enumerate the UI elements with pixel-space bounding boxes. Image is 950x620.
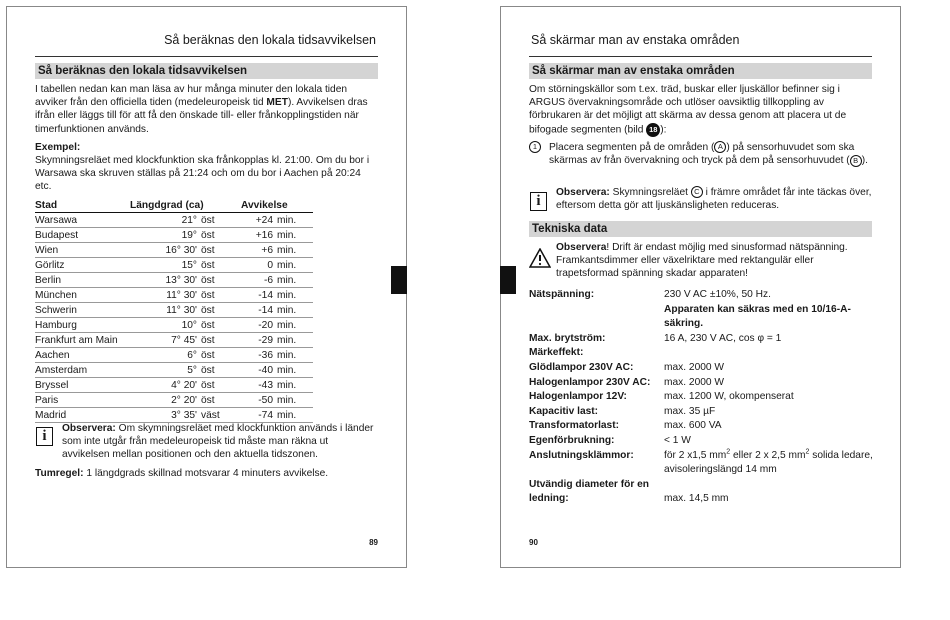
table-row [35,288,313,303]
observe-text-2: i främre området får inte täckas över, eftersom detta gör att ljuskänsligheten reduceras. [556,187,872,212]
spec-value: 16 A, 230 V AC, cos φ = 1 [664,332,782,344]
unit-cell: min. [277,318,313,333]
section-title: Så skärmar man av enstaka områden [529,63,872,79]
step-text-1: Placera segmenten på de områden ( [549,142,715,153]
city-cell: Bryssel [35,378,127,393]
city-cell: Hamburg [35,318,127,333]
table-row [35,273,313,288]
unit-cell: min. [277,333,313,348]
unit-cell: min. [277,303,313,318]
step-text-2: ) på sensorhuvudet som ska skärmas av från övervakning och tryck på dem på sensorhuvudet ( [549,142,855,167]
intro-paragraph [35,83,378,136]
spec-label: Egenförbrukning: [529,434,615,446]
unit-cell: min. [277,378,313,393]
table-row [35,333,313,348]
spec-value: max. 14,5 mm [664,493,729,505]
longitude-cell: 15° [127,258,201,273]
label-b-badge: B [850,155,862,167]
table-row [35,378,313,393]
spec-label: Märkeffekt: [529,347,584,359]
rule-label: Tumregel: [35,468,84,479]
longitude-cell: 16° 30' [127,243,201,258]
observe-text-1: Skymningsreläet [609,187,691,198]
warning-label: Observera [556,242,607,253]
unit-cell: min. [277,243,313,258]
section-title: Så beräknas den lokala tidsavvikelsen [35,63,378,79]
direction-cell: öst [201,393,233,408]
longitude-cell: 10° [127,318,201,333]
step-text-3: ). [861,155,868,167]
city-cell: Budapest [35,228,127,243]
direction-cell: öst [201,378,233,393]
unit-cell: min. [277,408,313,423]
warning-text: ! Drift är endast möjlig med sinusformad nätspänning. Framkantsdimmer eller växelriktare med rektangulär eller trapetsformad spänning skadar apparaten! [556,242,848,280]
direction-cell: öst [201,243,233,258]
longitude-cell: 19° [127,228,201,243]
unit-cell: min. [277,348,313,363]
deviation-cell: +6 [233,243,277,258]
table-row [35,393,313,408]
city-cell: Frankfurt am Main [35,333,127,348]
table-row [35,348,313,363]
spec-label: Max. brytström: [529,332,606,344]
table-row [35,213,313,228]
warning-note [556,241,872,281]
city-cell: München [35,288,127,303]
deviation-cell: +24 [233,213,277,228]
unit-cell: min. [277,288,313,303]
city-cell: Görlitz [35,258,127,273]
deviation-cell: 0 [233,258,277,273]
thumb-index-tab [500,266,516,294]
terminals-text-2: eller 2 x 2,5 mm [730,449,806,461]
step-1 [549,141,872,167]
unit-cell: min. [277,393,313,408]
direction-cell: öst [201,288,233,303]
unit-cell: min. [277,363,313,378]
table-header-row [35,199,313,213]
spec-value: 230 V AC ±10%, 50 Hz. [664,289,771,300]
longitude-cell: 3° 35' [127,408,201,423]
city-cell: Paris [35,393,127,408]
deviation-cell: +16 [233,228,277,243]
spec-value [664,449,874,478]
thumb-index-tab [391,266,407,294]
intro-paragraph [529,83,872,137]
deviation-cell: -6 [233,273,277,288]
deviation-cell: -40 [233,363,277,378]
terminals-text-1: för 2 x1,5 mm [664,449,727,461]
intro-met: MET [266,97,288,109]
spec-value: max. 2000 W [664,376,725,388]
spec-label: Anslutningsklämmor: [529,449,634,461]
direction-cell: öst [201,273,233,288]
city-cell: Warsawa [35,213,127,228]
page-number: 90 [529,538,538,547]
spec-value: max. 1200 W, okompenserat [664,391,794,403]
tech-data-title: Tekniska data [529,221,872,237]
running-head: Så skärmar man av enstaka områden [531,33,740,47]
deviation-cell: -14 [233,288,277,303]
intro-text-2: ): [660,124,667,136]
longitude-cell: 11° 30' [127,303,201,318]
example-text: Skymningsreläet med klockfunktion ska frånkopplas kl. 21:00. Om du bor i Warsawa ska skruven ställas på 21:24 och om du bor i Aachen på 20:24 etc. [35,155,370,193]
spec-value: Apparaten kan säkras med en 10/16-A-säkring. [664,303,851,330]
city-cell: Aachen [35,348,127,363]
observe-note [62,422,378,462]
direction-cell: öst [201,333,233,348]
table-row [35,258,313,273]
longitude-cell: 6° [127,348,201,363]
info-icon: i [36,427,53,446]
spec-label: Kapacitiv last: [529,405,599,417]
observe-note [556,186,872,212]
deviation-cell: -20 [233,318,277,333]
observe-text: Om skymningsreläet med klockfunktion används i länder som inte utgår från medeleuropeisk tid måste man räkna ut avvikelsen mellan positionen och den aktuella tidszonen. [62,423,374,461]
spec-value: max. 2000 W [664,361,725,373]
deviation-cell: -74 [233,408,277,423]
direction-cell: öst [201,258,233,273]
spec-label: Halogenlampor 230V AC: [529,376,651,388]
header-longitude: Längdgrad (ca) [127,199,233,213]
left-page [6,6,407,568]
spec-value: max. 600 VA [664,420,722,432]
running-head: Så beräknas den lokala tidsavvikelsen [164,33,376,47]
rule-text: 1 längdgrads skillnad motsvarar 4 minuters avvikelse. [83,468,329,479]
spec-label: Utvändig diameter för en [529,478,650,490]
longitude-cell: 13° 30' [127,273,201,288]
spec-label: ledning: [529,493,569,505]
label-c-badge: C [691,186,703,198]
deviation-cell: -43 [233,378,277,393]
spec-value: < 1 W [664,434,691,446]
longitude-cell: 21° [127,213,201,228]
direction-cell: öst [201,303,233,318]
unit-cell: min. [277,273,313,288]
intro-text-1: I tabellen nedan kan man läsa av hur många minuter den lokala tiden avviker från den officiella tiden (medeleuropeisk tid [35,84,348,109]
observe-label: Observera: [556,187,610,198]
direction-cell: öst [201,213,233,228]
unit-cell: min. [277,213,313,228]
direction-cell: öst [201,348,233,363]
rule-of-thumb [35,467,378,480]
example-heading: Exempel: [35,142,81,153]
direction-cell: öst [201,318,233,333]
longitude-cell: 5° [127,363,201,378]
longitude-cell: 2° 20' [127,393,201,408]
deviation-cell: -29 [233,333,277,348]
longitude-cell: 4° 20' [127,378,201,393]
deviation-cell: -14 [233,303,277,318]
header-city: Stad [35,199,127,213]
unit-cell: min. [277,228,313,243]
warning-icon [529,248,551,268]
info-icon: i [530,192,547,211]
longitude-cell: 7° 45' [127,333,201,348]
table-row [35,318,313,333]
right-page [500,6,901,568]
spec-label: Glödlampor 230V AC: [529,361,634,373]
page-number: 89 [369,538,378,547]
table-row [35,408,313,423]
terminals-sup-1: 2 [726,448,731,456]
figure-ref-badge: 18 [646,123,660,137]
deviation-cell: -50 [233,393,277,408]
city-cell: Berlin [35,273,127,288]
spec-label: Nätspänning: [529,289,595,300]
city-cell: Madrid [35,408,127,423]
spec-label: Halogenlampor 12V: [529,391,627,403]
direction-cell: öst [201,228,233,243]
deviation-cell: -36 [233,348,277,363]
terminals-text-3: solida ledare, avisoleringslängd 14 mm [664,449,873,476]
table-row [35,303,313,318]
longitude-cell: 11° 30' [127,288,201,303]
city-cell: Wien [35,243,127,258]
spec-label: Transformatorlast: [529,420,620,432]
city-cell: Schwerin [35,303,127,318]
table-body [35,213,313,423]
label-a-badge: A [714,141,726,153]
header-deviation: Avvikelse [233,199,313,213]
longitude-table [35,199,313,423]
table-row [35,363,313,378]
city-cell: Amsterdam [35,363,127,378]
table-row [35,228,313,243]
step-number-badge: 1 [529,141,541,153]
unit-cell: min. [277,258,313,273]
intro-text-2: ). Avvikelsen dras ifrån eller läggs till för att få den önskade till- eller frånkopplingstiden när timerfunktionen används. [35,97,368,135]
observe-label: Observera: [62,423,116,434]
header-rule [35,56,378,57]
terminals-sup-2: 2 [805,448,810,456]
direction-cell: öst [201,363,233,378]
step-marker [529,141,549,154]
header-rule [529,56,872,57]
direction-cell: väst [201,408,233,423]
table-row [35,243,313,258]
intro-text-1: Om störningskällor som t.ex. träd, buskar eller ljuskällor befinner sig i ARGUS övervakningsområde och utlöser oavsiktlig tillkoppling av förbrukaren är det möjligt att skärma av dessa genom att placera ut de bifogade segmenten (bild [529,84,847,136]
spec-value: max. 35 µF [664,405,716,417]
